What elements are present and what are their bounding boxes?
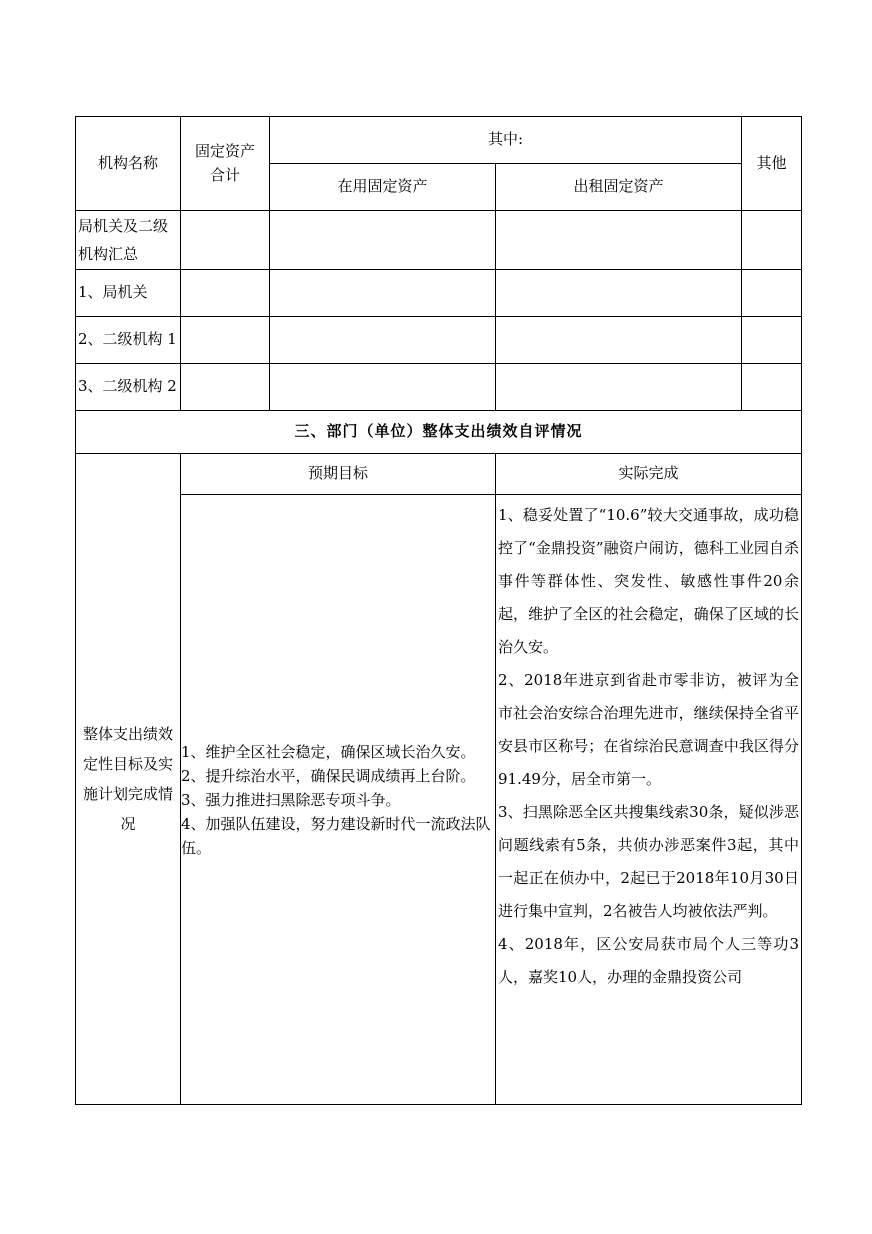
cell-in-use <box>270 364 496 411</box>
section-title: 三、部门（单位）整体支出绩效自评情况 <box>76 411 802 454</box>
cell-fixed-total <box>181 270 270 317</box>
actual-item: 1、稳妥处置了“10.6”较大交通事故，成功稳控了“金鼎投资”融资户闹访，德科工业园自杀事件等群体性、突发性、敏感性事件20余起，维护了全区的社会稳定，确保了区域的长治久安。 <box>498 506 799 656</box>
actual-item: 2、2018年进京到省赴市零非访，被评为全市社会治安综合治理先进市，继续保持全省平安县市区称号；在省综治民意调查中我区得分91.49分，居全市第一。 <box>498 671 799 788</box>
row-name: 3、二级机构 2 <box>76 364 181 411</box>
cell-other <box>742 317 802 364</box>
actual-item: 3、扫黑除恶全区共搜集线索30条，疑似涉恶问题线索有5条，共侦办涉恶案件3起，其中一起正在侦办中，2起已于2018年10月30日进行集中宣判，2名被告人均被依法严判。 <box>498 803 799 920</box>
cell-rented <box>496 211 742 270</box>
cell-rented <box>496 270 742 317</box>
expected-header: 预期目标 <box>181 454 496 495</box>
cell-other <box>742 270 802 317</box>
cell-in-use <box>270 270 496 317</box>
cell-fixed-total <box>181 317 270 364</box>
row-label-qualitative-goals: 整体支出绩效定性目标及实施计划完成情况 <box>76 454 181 1105</box>
row-name: 1、局机关 <box>76 270 181 317</box>
expected-goals-cell <box>181 495 496 1105</box>
row-name: 局机关及二级机构汇总 <box>76 211 181 270</box>
expected-item: 3、强力推进扫黑除恶专项斗争。 <box>181 790 401 809</box>
header-org-name: 机构名称 <box>76 117 181 211</box>
cell-fixed-total <box>181 364 270 411</box>
cell-rented <box>496 364 742 411</box>
expected-item: 2、提升综治水平，确保民调成绩再上台阶。 <box>181 766 476 785</box>
asset-and-performance-table <box>75 116 802 1105</box>
expected-item: 1、维护全区社会稳定，确保区域长治久安。 <box>181 742 476 761</box>
actual-results-cell <box>496 495 802 1105</box>
table-row <box>76 270 802 317</box>
header-rented: 出租固定资产 <box>496 164 742 211</box>
cell-rented <box>496 317 742 364</box>
table-row <box>76 211 802 270</box>
table-row <box>76 317 802 364</box>
cell-other <box>742 211 802 270</box>
header-other: 其他 <box>742 117 802 211</box>
expected-item: 4、加强队伍建设，努力建设新时代一流政法队伍。 <box>181 814 491 857</box>
row-name: 2、二级机构 1 <box>76 317 181 364</box>
actual-item: 4、2018年，区公安局获市局个人三等功3人，嘉奖10人，办理的金鼎投资公司 <box>498 935 799 986</box>
header-of-which: 其中: <box>270 117 742 164</box>
actual-header: 实际完成 <box>496 454 802 495</box>
cell-other <box>742 364 802 411</box>
header-fixed-total: 固定资产合计 <box>181 117 270 211</box>
cell-in-use <box>270 211 496 270</box>
cell-in-use <box>270 317 496 364</box>
header-in-use: 在用固定资产 <box>270 164 496 211</box>
table-row <box>76 364 802 411</box>
cell-fixed-total <box>181 211 270 270</box>
